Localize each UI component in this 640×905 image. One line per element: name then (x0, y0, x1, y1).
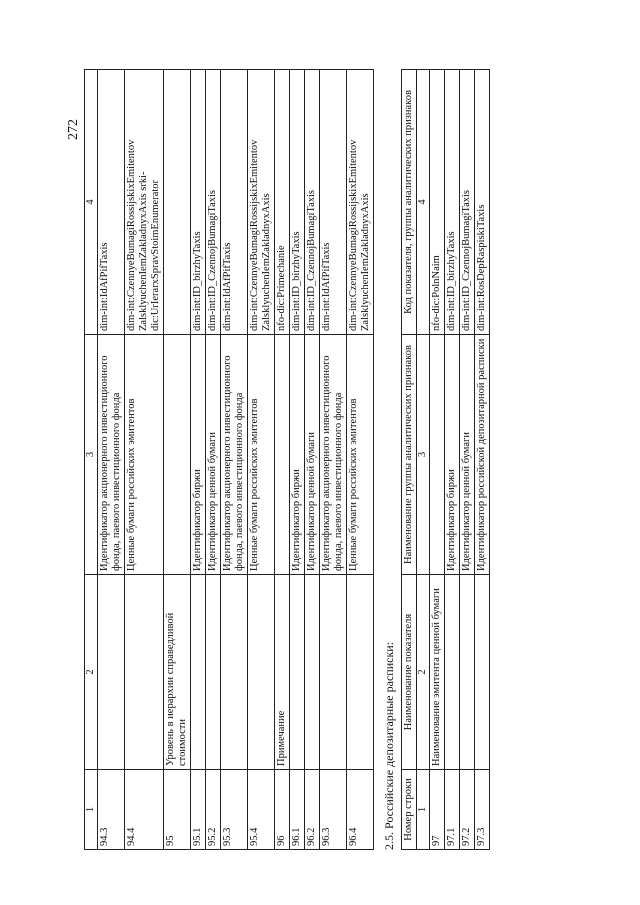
row-number-cell: 96.3 (320, 770, 347, 850)
row-number-cell: 96 (275, 770, 290, 850)
group-name-cell (430, 335, 445, 575)
row-number-cell: 97.3 (475, 770, 490, 850)
table-row (125, 70, 164, 850)
indicator-name-cell (206, 575, 221, 770)
code-cell: dim-int:IdAfPifTaxis (221, 70, 248, 335)
indicator-name-cell (191, 575, 206, 770)
indicator-name-cell: Уровень в иерархии справедливой стоимости (164, 575, 191, 770)
group-name-cell: Идентификатор биржи (445, 335, 460, 575)
page-number: 272 (66, 119, 81, 140)
col-number-3: 3 (85, 335, 98, 575)
indicator-name-cell (98, 575, 125, 770)
rotated-content (66, 70, 596, 850)
indicator-name-cell (305, 575, 320, 770)
code-cell: dim-int:ID_birzhyTaxis (445, 70, 460, 335)
code-cell: dim-int:CzennyeBumagiRossijskixEmitentov ZalsklyuchenIemZakladnyxAxis srki-dic:UrIerarxSpravStoimEnumerator (125, 70, 164, 335)
group-name-cell: Идентификатор акционерного инвестиционного фонда, паевого инвестиционного фонда (221, 335, 248, 575)
indicator-name-cell (221, 575, 248, 770)
code-cell: dim-int:IdAfPifTaxis (320, 70, 347, 335)
depositary-receipts-table (401, 69, 490, 850)
table-row (290, 70, 305, 850)
col-number-3: 3 (417, 335, 430, 575)
table-row (320, 70, 347, 850)
indicator-name-cell (320, 575, 347, 770)
code-cell: dim-int:ID_CzennojBumagiTaxis (206, 70, 221, 335)
group-name-cell: Ценные бумаги российских эмитентов (125, 335, 164, 575)
table-row (164, 70, 191, 850)
column-number-row (85, 70, 98, 850)
indicator-name-cell (347, 575, 374, 770)
row-number-cell: 96.4 (347, 770, 374, 850)
row-number-cell: 97.1 (445, 770, 460, 850)
group-name-cell: Идентификатор акционерного инвестиционного фонда, паевого инвестиционного фонда (98, 335, 125, 575)
col-number-1: 1 (417, 770, 430, 850)
code-cell: dim-int:ID_birzhyTaxis (290, 70, 305, 335)
table-row (191, 70, 206, 850)
row-number-cell: 95.1 (191, 770, 206, 850)
code-cell: nfo-dic:PolnNaim (430, 70, 445, 335)
group-name-cell (164, 335, 191, 575)
row-number-cell: 95.2 (206, 770, 221, 850)
indicator-name-cell (248, 575, 275, 770)
indicator-name-cell (460, 575, 475, 770)
col-number-2: 2 (417, 575, 430, 770)
header-row (402, 70, 417, 850)
group-name-cell: Идентификатор акционерного инвестиционного фонда, паевого инвестиционного фонда (320, 335, 347, 575)
row-number-cell: 97 (430, 770, 445, 850)
table-row (445, 70, 460, 850)
code-cell: dim-int:ID_birzhyTaxis (191, 70, 206, 335)
row-number-cell: 94.3 (98, 770, 125, 850)
header-group-name: Наименование группы аналитических признаков (402, 335, 417, 575)
table-row (221, 70, 248, 850)
header-row-number: Номер строки (402, 770, 417, 850)
group-name-cell: Идентификатор ценной бумаги (460, 335, 475, 575)
row-number-cell: 97.2 (460, 770, 475, 850)
code-cell: dim-int:RosDepRaspiskiTaxis (475, 70, 490, 335)
col-number-4: 4 (417, 70, 430, 335)
table-row (475, 70, 490, 850)
row-number-cell: 95.3 (221, 770, 248, 850)
indicator-name-cell: Наименование эмитента ценной бумаги (430, 575, 445, 770)
table-row (460, 70, 475, 850)
code-cell: dim-int:ID_CzennojBumagiTaxis (305, 70, 320, 335)
group-name-cell: Идентификатор биржи (191, 335, 206, 575)
group-name-cell: Ценные бумаги российских эмитентов (347, 335, 374, 575)
column-number-row (417, 70, 430, 850)
indicator-name-cell (475, 575, 490, 770)
group-name-cell: Ценные бумаги российских эмитентов (248, 335, 275, 575)
indicator-name-cell (125, 575, 164, 770)
indicator-name-cell: Примечание (275, 575, 290, 770)
code-cell: dim-int:CzennyeBumagiRossijskixEmitentov ZalsklyuchenIemZakladnyxAxis (248, 70, 275, 335)
code-cell: dim-int:IdAfPifTaxis (98, 70, 125, 335)
group-name-cell: Идентификатор биржи (290, 335, 305, 575)
table-row (305, 70, 320, 850)
col-number-1: 1 (85, 770, 98, 850)
section-caption: 2.5. Российские депозитарные расписки: (382, 641, 396, 850)
code-cell: dim-int:ID_CzennojBumagiTaxis (460, 70, 475, 335)
row-number-cell: 96.2 (305, 770, 320, 850)
table-row (275, 70, 290, 850)
col-number-4: 4 (85, 70, 98, 335)
row-number-cell: 94.4 (125, 770, 164, 850)
table-row (98, 70, 125, 850)
table-row (206, 70, 221, 850)
header-indicator-name: Наименование показателя (402, 575, 417, 770)
table-row (430, 70, 445, 850)
group-name-cell: Идентификатор российской депозитарной расписки (475, 335, 490, 575)
group-name-cell (275, 335, 290, 575)
code-cell: nfo-dic:Primechanie (275, 70, 290, 335)
table-row (347, 70, 374, 850)
indicator-name-cell (290, 575, 305, 770)
row-number-cell: 96.1 (290, 770, 305, 850)
code-cell: dim-int:CzennyeBumagiRossijskixEmitentov ZalsklyuchenIemZakladnyxAxis (347, 70, 374, 335)
table-row (248, 70, 275, 850)
fair-value-table (84, 69, 374, 850)
indicator-name-cell (445, 575, 460, 770)
header-code: Код показателя, группы аналитических признаков (402, 70, 417, 335)
col-number-2: 2 (85, 575, 98, 770)
row-number-cell: 95 (164, 770, 191, 850)
group-name-cell: Идентификатор ценной бумаги (305, 335, 320, 575)
group-name-cell: Идентификатор ценной бумаги (206, 335, 221, 575)
code-cell (164, 70, 191, 335)
row-number-cell: 95.4 (248, 770, 275, 850)
